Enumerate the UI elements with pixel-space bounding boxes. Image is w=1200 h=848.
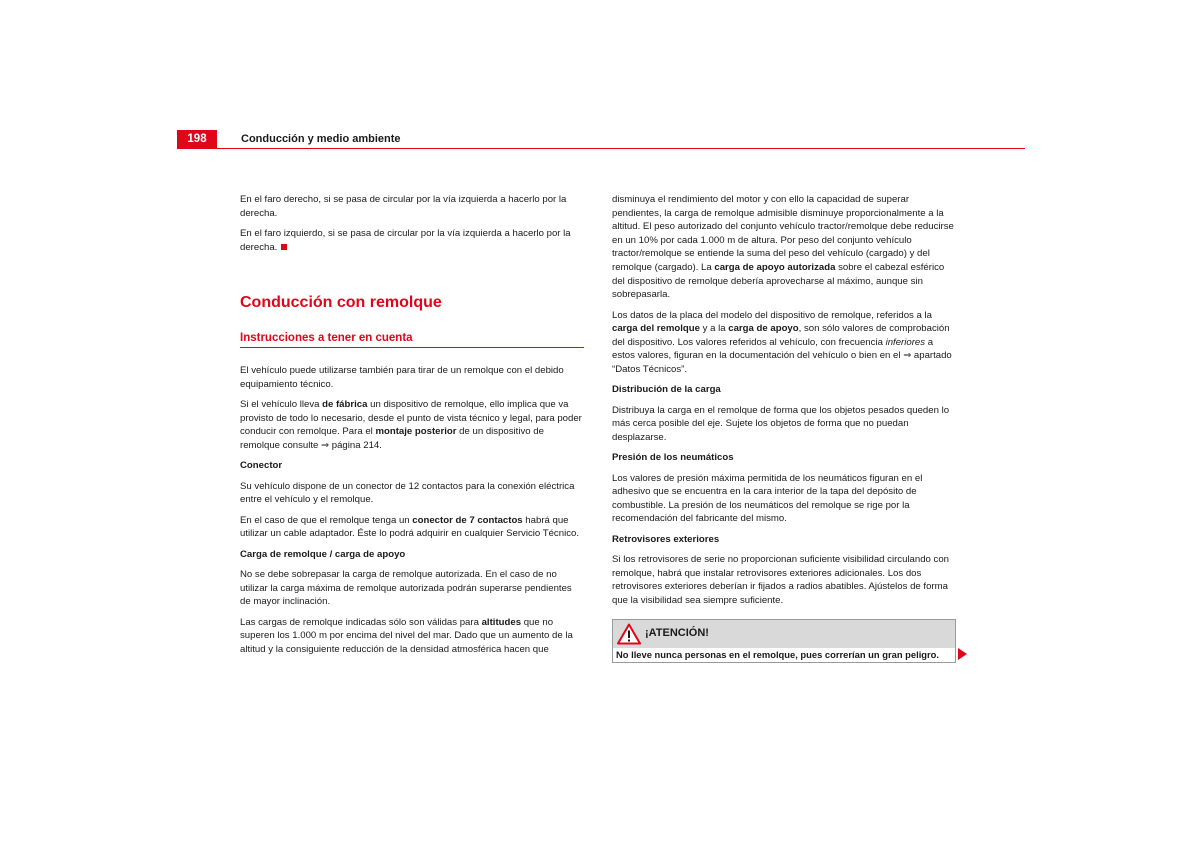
text-run: Los datos de la placa del modelo del dispositivo de remolque, referidos a la <box>612 309 932 321</box>
continue-arrow-icon <box>958 648 967 660</box>
text-run: a estos valores, figuran en la documentación del vehículo o bien en el ⇒ apartado “Datos Técnicos”. <box>612 336 952 375</box>
paragraph-text: Su vehículo dispone de un conector de 12 contactos para la conexión eléctrica entre el vehículo y el remolque. <box>240 480 575 506</box>
subheading: Distribución de la carga <box>612 384 721 396</box>
paragraph <box>240 480 584 507</box>
bold-term: montaje posterior <box>375 426 457 438</box>
paragraph <box>240 364 584 391</box>
text-run: disminuya el rendimiento del motor y con ello la capacidad de superar pendientes, la carga de remolque admisible disminuye proporcionalmente a la altitud. El peso autorizado del conjunto vehículo tractor/remolque debe reducirse en un 10% por cada 1.000 m de altura. Por peso del conjunto vehículo tractor/remolque se entiende la suma del peso del vehículo (cargado) y del remolque (cargado). La <box>612 194 954 273</box>
bold-term: carga de apoyo autorizada <box>714 261 836 273</box>
paragraph-text: En el faro derecho, si se pasa de circular por la vía izquierda a hacerlo por la derecha. <box>240 194 567 219</box>
page-number: 198 <box>177 130 217 149</box>
subheading: Presión de los neumáticos <box>612 452 734 464</box>
text-run: que no superen los 1.000 m por encima del nivel del mar. Dado que un aumento de la altitud y la consiguiente reducción de la densidad atmosférica hacen que <box>240 616 573 655</box>
paragraph-text: El vehículo puede utilizarse también para tirar de un remolque con el debido equipamiento técnico. <box>240 365 564 390</box>
header-rule <box>177 148 1025 149</box>
italic-term: inferiores <box>885 336 926 348</box>
paragraph-text: Distribuya la carga en el remolque de forma que los objetos pesados queden lo más cerca posible del eje. Sujete los objetos de forma que no puedan desplazarse. <box>612 404 950 443</box>
text-run: En el caso de que el remolque tenga un <box>240 514 413 526</box>
text-run: , son sólo valores de comprobación del dispositivo. Los valores referidos al vehículo, con frecuencia <box>612 323 950 348</box>
section-heading: Conducción con remolque <box>240 294 442 312</box>
paragraph <box>612 404 956 445</box>
bold-term: carga de apoyo <box>728 323 799 335</box>
end-of-section-mark <box>281 244 287 250</box>
text-run: habrá que utilizar un cable adaptador. Éste lo podrá adquirir en cualquier Servicio Técnico. <box>240 514 579 540</box>
paragraph <box>240 514 584 541</box>
warning-text: No lleve nunca personas en el remolque, pues correrían un gran peligro. <box>613 648 955 662</box>
paragraph-text: Los valores de presión máxima permitida de los neumáticos figuran en el adhesivo que se encuentra en la cara interior de la tapa del depósito de combustible. La presión de los neumáticos del remolque se rige por la recomendación del fabricante del mismo. <box>612 472 923 525</box>
paragraph <box>240 398 584 452</box>
left-column <box>240 193 584 663</box>
paragraph <box>612 472 956 526</box>
subheading: Carga de remolque / carga de apoyo <box>240 548 406 560</box>
paragraph <box>612 193 956 302</box>
paragraph-text: No se debe sobrepasar la carga de remolque autorizada. En el caso de no utilizar la carga máxima de remolque autorizada podrán superarse pendientes de mayor inclinación. <box>240 569 572 608</box>
subheading: Retrovisores exteriores <box>612 533 720 545</box>
text-run: de un dispositivo de remolque consulte ⇒ página 214. <box>240 426 544 451</box>
paragraph <box>612 553 956 607</box>
chapter-title: Conducción y medio ambiente <box>241 133 401 145</box>
paragraph <box>612 309 956 377</box>
text-run: y a la <box>699 323 729 335</box>
paragraph <box>240 193 584 220</box>
text-run: un dispositivo de remolque, ello implica que va provisto de todo lo necesario, desde el punto de vista técnico y legal, para poder conducir con remolque. Para el <box>240 399 582 438</box>
warning-header <box>613 620 955 648</box>
text-run: sobre el cabezal esférico del dispositivo de remolque debería aprovecharse al máximo, aunque sin sobrepasarla. <box>612 261 945 301</box>
paragraph <box>240 616 584 657</box>
bold-term: carga del remolque <box>612 323 700 335</box>
paragraph <box>240 568 584 609</box>
right-column <box>612 193 956 614</box>
warning-title: ¡ATENCIÓN! <box>645 627 709 639</box>
warning-box <box>612 619 956 663</box>
bold-term: altitudes <box>481 616 522 628</box>
paragraph-text: Si los retrovisores de serie no proporcionan suficiente visibilidad circulando con remolque, habrá que instalar retrovisores exteriores adicionales. Los dos retrovisores exteriores deberían ir fijados a radios abatibles. Ajústelos de forma que la visibilidad sea siempre suficiente. <box>612 554 950 607</box>
bold-term: de fábrica <box>322 399 368 411</box>
paragraph <box>240 227 584 254</box>
subheading: Conector <box>240 460 283 472</box>
text-run: Las cargas de remolque indicadas sólo son válidas para <box>240 616 482 628</box>
paragraph-text: En el faro izquierdo, si se pasa de circular por la vía izquierda a hacerlo por la derecha. <box>240 227 571 253</box>
warning-triangle-icon <box>617 623 641 645</box>
bold-term: conector de 7 contactos <box>412 514 523 526</box>
text-run: Si el vehículo lleva <box>240 399 323 411</box>
subsection-heading: Instrucciones a tener en cuenta <box>240 331 584 348</box>
